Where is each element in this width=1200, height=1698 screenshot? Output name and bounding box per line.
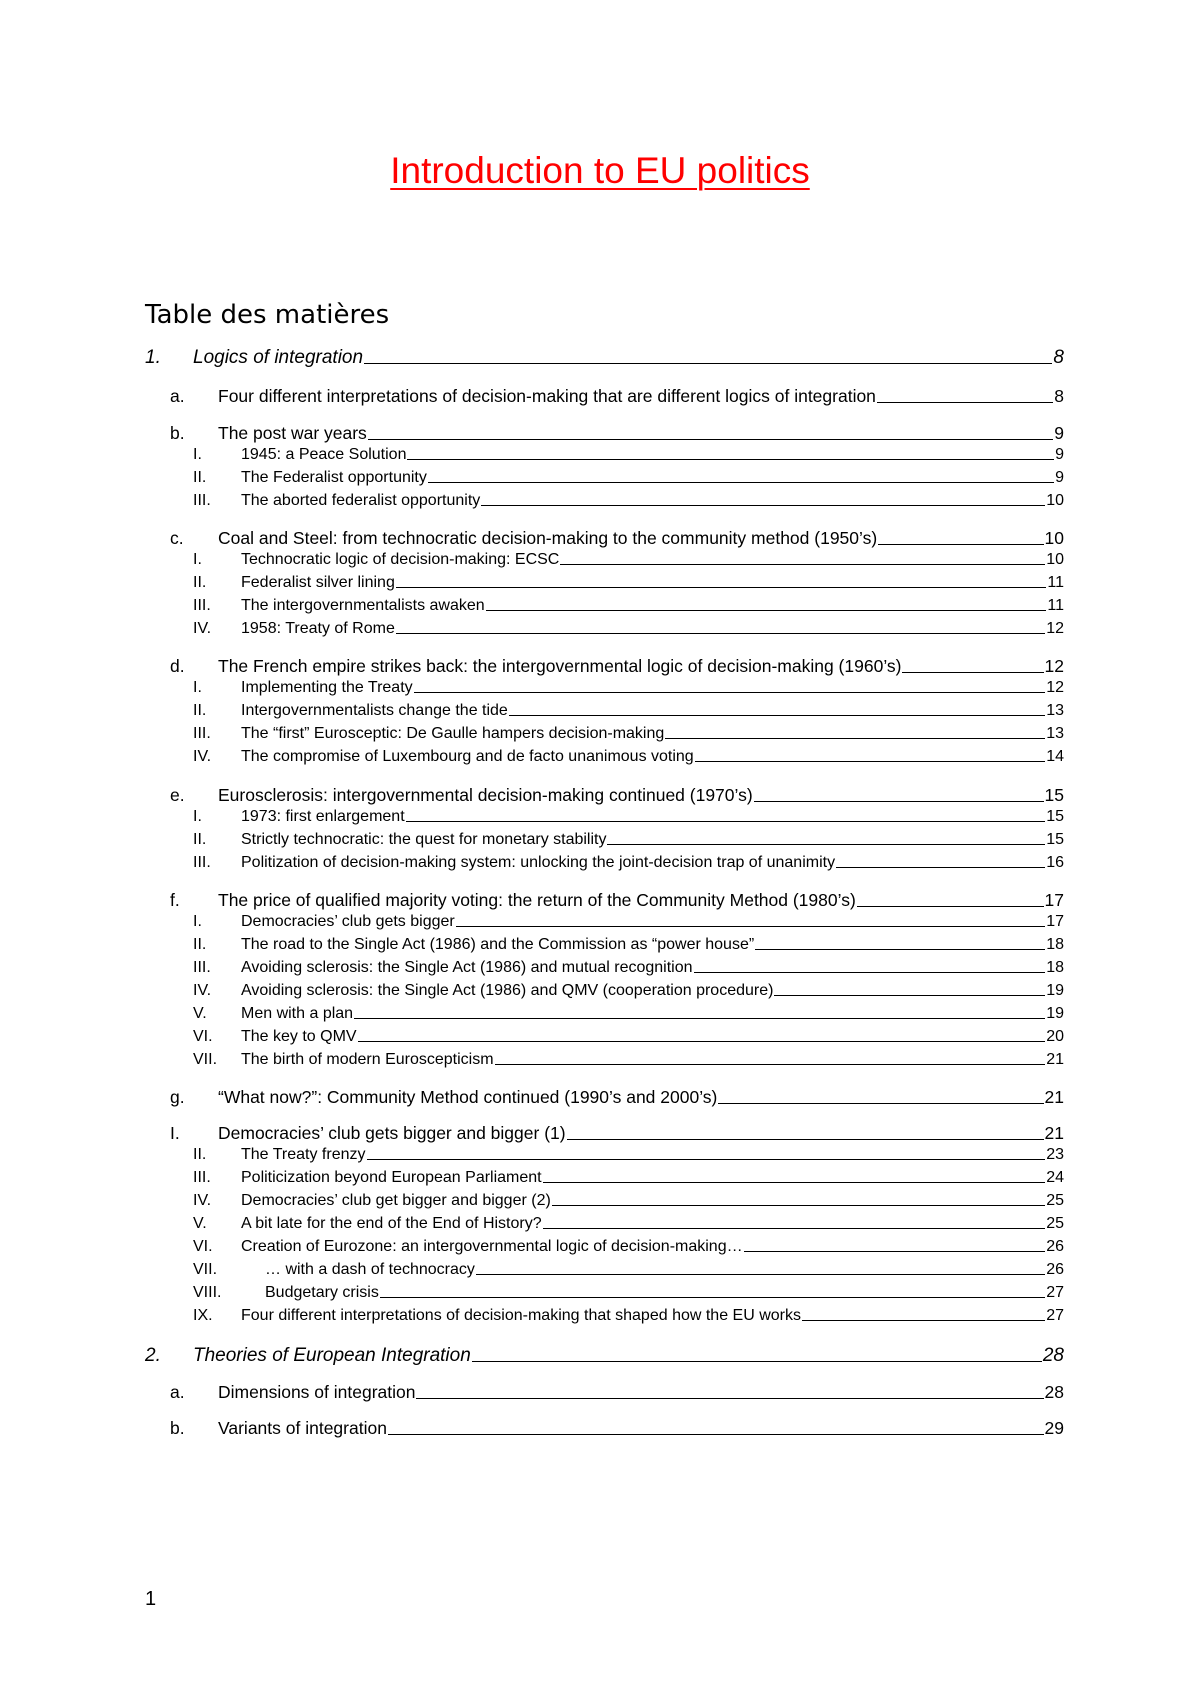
toc-entry-page: 25 <box>1046 1215 1064 1232</box>
toc-leader-line <box>567 1139 1044 1140</box>
toc-entry[interactable] <box>193 1192 1064 1210</box>
toc-entry-page: 28 <box>1042 1345 1064 1366</box>
toc-entry-number: II. <box>193 469 207 486</box>
toc-entry[interactable] <box>145 347 1064 369</box>
toc-entry-title: Politization of decision-making system: unlocking the joint-decision trap of unanimity <box>241 854 836 871</box>
toc-entry-title: A bit late for the end of the End of History? <box>241 1215 542 1232</box>
toc-entry-number: I. <box>193 808 202 825</box>
toc-entry-number: c. <box>170 528 184 548</box>
toc-entry-title: The aborted federalist opportunity <box>241 492 481 509</box>
toc-entry-number: II. <box>193 1146 207 1163</box>
toc-entry-page: 24 <box>1046 1169 1064 1186</box>
toc-entry-title: Federalist silver lining <box>241 574 395 591</box>
toc-entry-page: 15 <box>1044 785 1064 805</box>
toc-entry-title: Democracies’ club gets bigger <box>241 913 455 930</box>
toc-entry-title: The French empire strikes back: the intergovernmental logic of decision-making (1960’s) <box>218 656 902 676</box>
toc-entry-title: Four different interpretations of decision-making that shaped how the EU works <box>241 1307 801 1324</box>
toc-entry[interactable] <box>193 1284 1064 1302</box>
toc-leader-line <box>396 587 1047 588</box>
toc-entry-page: 19 <box>1046 982 1064 999</box>
toc-entry-page: 26 <box>1046 1261 1064 1278</box>
toc-entry-number: IV. <box>193 1192 212 1209</box>
toc-entry[interactable] <box>193 913 1064 931</box>
toc-entry[interactable] <box>193 959 1064 977</box>
toc-entry[interactable] <box>193 574 1064 592</box>
toc-entry-page: 18 <box>1046 936 1064 953</box>
toc-leader-line <box>543 1228 1046 1229</box>
toc-entry-page: 9 <box>1054 423 1064 443</box>
toc-entry[interactable] <box>170 386 1064 407</box>
toc-entry-page: 9 <box>1055 469 1064 486</box>
toc-entry-title: Implementing the Treaty <box>241 679 413 696</box>
toc-entry-title: Eurosclerosis: intergovernmental decision-making continued (1970’s) <box>218 785 753 805</box>
toc-leader-line <box>486 610 1047 611</box>
toc-entry[interactable] <box>193 679 1064 697</box>
toc-entry[interactable] <box>170 1382 1064 1403</box>
toc-entry-number: 1. <box>145 347 161 368</box>
toc-entry[interactable] <box>193 1238 1064 1256</box>
toc-leader-line <box>509 715 1045 716</box>
toc-entry-number: 2. <box>145 1345 161 1366</box>
toc-leader-line <box>481 505 1045 506</box>
toc-entry-page: 15 <box>1046 808 1064 825</box>
document-title: Introduction to EU politics <box>390 150 810 191</box>
toc-leader-line <box>694 972 1046 973</box>
toc-leader-line <box>878 544 1043 545</box>
toc-entry-title: The birth of modern Euroscepticism <box>241 1051 494 1068</box>
toc-entry-number: III. <box>193 959 211 976</box>
toc-leader-line <box>388 1434 1044 1435</box>
toc-entry-page: 23 <box>1046 1146 1064 1163</box>
toc-entry-page: 8 <box>1054 386 1064 406</box>
toc-entry-number: IV. <box>193 748 212 765</box>
toc-entry-title: The Federalist opportunity <box>241 469 427 486</box>
toc-leader-line <box>416 1398 1043 1399</box>
toc-entry-number: III. <box>193 854 211 871</box>
toc-entry[interactable] <box>145 1345 1064 1367</box>
toc-entry-number: VII. <box>193 1261 218 1278</box>
toc-entry-page: 17 <box>1044 890 1064 910</box>
toc-entry-number: d. <box>170 656 185 676</box>
toc-entry-title: 1973: first enlargement <box>241 808 405 825</box>
toc-heading: Table des matières <box>145 300 390 330</box>
toc-entry[interactable] <box>193 1005 1064 1023</box>
toc-entry-number: I. <box>193 446 202 463</box>
toc-entry-page: 25 <box>1046 1192 1064 1209</box>
toc-entry-number: II. <box>193 831 207 848</box>
toc-entry[interactable] <box>193 725 1064 743</box>
toc-entry-title: 1945: a Peace Solution <box>241 446 407 463</box>
toc-leader-line <box>857 906 1044 907</box>
toc-entry-number: VI. <box>193 1238 213 1255</box>
toc-entry-number: I. <box>193 551 202 568</box>
toc-entry[interactable] <box>193 1028 1064 1046</box>
toc-leader-line <box>364 363 1052 364</box>
toc-entry[interactable] <box>170 528 1064 549</box>
toc-leader-line <box>802 1320 1045 1321</box>
toc-leader-line <box>476 1274 1045 1275</box>
toc-entry-title: The intergovernmentalists awaken <box>241 597 485 614</box>
toc-leader-line <box>414 692 1046 693</box>
toc-entry-page: 21 <box>1044 1123 1064 1143</box>
toc-entry-title: The price of qualified majority voting: the return of the Community Method (1980’s) <box>218 890 856 910</box>
toc-leader-line <box>718 1103 1043 1104</box>
toc-entry-number: III. <box>193 1169 211 1186</box>
toc-entry-page: 10 <box>1044 528 1064 548</box>
toc-entry-page: 21 <box>1046 1051 1064 1068</box>
toc-entry-title: Creation of Eurozone: an intergovernmental logic of decision-making… <box>241 1238 743 1255</box>
toc-leader-line <box>744 1251 1046 1252</box>
toc-entry-page: 27 <box>1046 1284 1064 1301</box>
toc-entry-page: 10 <box>1046 492 1064 509</box>
toc-entry-page: 12 <box>1046 620 1064 637</box>
toc-entry-number: I. <box>170 1123 180 1143</box>
toc-leader-line <box>754 801 1044 802</box>
toc-entry-page: 13 <box>1046 725 1064 742</box>
toc-entry-number: III. <box>193 597 211 614</box>
toc-entry[interactable] <box>170 423 1064 444</box>
toc-entry[interactable] <box>193 936 1064 954</box>
toc-entry[interactable] <box>193 1051 1064 1069</box>
toc-entry-number: IX. <box>193 1307 213 1324</box>
toc-leader-line <box>607 844 1045 845</box>
toc-leader-line <box>877 402 1053 403</box>
toc-entry-number: II. <box>193 936 207 953</box>
toc-entry-number: b. <box>170 1418 185 1438</box>
toc-entry-page: 27 <box>1046 1307 1064 1324</box>
toc-entry-page: 17 <box>1046 913 1064 930</box>
toc-entry-title: Avoiding sclerosis: the Single Act (1986) and QMV (cooperation procedure) <box>241 982 774 999</box>
toc-entry-title: Technocratic logic of decision-making: ECSC <box>241 551 560 568</box>
toc-entry[interactable] <box>170 1123 1064 1144</box>
toc-entry[interactable] <box>170 1418 1064 1439</box>
toc-entry-title: “What now?”: Community Method continued (1990’s and 2000’s) <box>218 1087 718 1107</box>
toc-entry[interactable] <box>193 1261 1064 1279</box>
toc-entry[interactable] <box>193 831 1064 849</box>
toc-entry-number: VIII. <box>193 1284 222 1301</box>
toc-entry-number: VII. <box>193 1051 218 1068</box>
toc-entry-page: 26 <box>1046 1238 1064 1255</box>
toc-leader-line <box>836 867 1045 868</box>
toc-entry-title: The Treaty frenzy <box>241 1146 366 1163</box>
toc-entry[interactable] <box>193 446 1064 464</box>
toc-leader-line <box>367 1159 1046 1160</box>
toc-leader-line <box>406 821 1046 822</box>
toc-entry-title: The post war years <box>218 423 367 443</box>
toc-entry-number: V. <box>193 1215 207 1232</box>
toc-entry[interactable] <box>193 620 1064 638</box>
toc-leader-line <box>368 439 1053 440</box>
toc-entry-title: Dimensions of integration <box>218 1382 416 1402</box>
toc-entry-page: 8 <box>1053 347 1064 368</box>
toc-entry-page: 28 <box>1044 1382 1064 1402</box>
toc-leader-line <box>495 1064 1046 1065</box>
toc-entry-title: Men with a plan <box>241 1005 354 1022</box>
toc-entry[interactable] <box>170 890 1064 911</box>
toc-entry[interactable] <box>193 551 1064 569</box>
toc-entry-title: The compromise of Luxembourg and de facto unanimous voting <box>241 748 694 765</box>
toc-entry[interactable] <box>170 1087 1064 1108</box>
toc-entry-number: IV. <box>193 620 212 637</box>
toc-entry-number: I. <box>193 679 202 696</box>
toc-leader-line <box>472 1361 1042 1362</box>
toc-entry-page: 18 <box>1046 959 1064 976</box>
toc-entry-page: 11 <box>1047 574 1064 591</box>
toc-leader-line <box>774 995 1045 996</box>
toc-entry-title: … with a dash of technocracy <box>265 1261 475 1278</box>
toc-entry-page: 10 <box>1046 551 1064 568</box>
toc-entry-number: f. <box>170 890 180 910</box>
toc-entry-number: e. <box>170 785 185 805</box>
toc-entry-number: III. <box>193 492 211 509</box>
toc-entry-number: a. <box>170 1382 185 1402</box>
toc-entry-title: Politicization beyond European Parliament <box>241 1169 542 1186</box>
toc-leader-line <box>755 949 1045 950</box>
toc-entry-page: 11 <box>1047 597 1064 614</box>
toc-entry-title: 1958: Treaty of Rome <box>241 620 395 637</box>
toc-entry-number: VI. <box>193 1028 213 1045</box>
toc-entry-page: 14 <box>1046 748 1064 765</box>
toc-entry[interactable] <box>193 1146 1064 1164</box>
toc-entry-title: Budgetary crisis <box>265 1284 379 1301</box>
toc-entry[interactable] <box>193 469 1064 487</box>
toc-leader-line <box>396 633 1045 634</box>
toc-entry-number: I. <box>193 913 202 930</box>
toc-entry[interactable] <box>193 748 1064 766</box>
toc-entry-title: Strictly technocratic: the quest for monetary stability <box>241 831 607 848</box>
toc-entry-page: 13 <box>1046 702 1064 719</box>
toc-entry-number: V. <box>193 1005 207 1022</box>
toc-entry-page: 29 <box>1044 1418 1064 1438</box>
toc-entry-title: Theories of European Integration <box>193 1345 471 1366</box>
toc-entry-number: g. <box>170 1087 185 1107</box>
toc-entry-title: The “first” Eurosceptic: De Gaulle hampers decision-making <box>241 725 665 742</box>
toc-entry-title: Intergovernmentalists change the tide <box>241 702 508 719</box>
toc-entry-number: III. <box>193 725 211 742</box>
toc-entry[interactable] <box>193 1169 1064 1187</box>
toc-entry[interactable] <box>170 656 1064 677</box>
toc-leader-line <box>552 1205 1045 1206</box>
toc-entry[interactable] <box>193 597 1064 615</box>
toc-entry-title: Avoiding sclerosis: the Single Act (1986) and mutual recognition <box>241 959 693 976</box>
toc-entry-title: Four different interpretations of decision-making that are different logics of integration <box>218 386 876 406</box>
toc-entry-page: 16 <box>1046 854 1064 871</box>
toc-entry[interactable] <box>193 808 1064 826</box>
page-number: 1 <box>145 1588 157 1610</box>
toc-leader-line <box>560 564 1045 565</box>
toc-leader-line <box>358 1041 1046 1042</box>
toc-leader-line <box>428 482 1054 483</box>
toc-leader-line <box>380 1297 1045 1298</box>
toc-entry[interactable] <box>193 1215 1064 1233</box>
toc-entry-number: a. <box>170 386 185 406</box>
toc-entry-number: b. <box>170 423 185 443</box>
toc-leader-line <box>665 738 1045 739</box>
toc-entry-title: Democracies’ club gets bigger and bigger (1) <box>218 1123 566 1143</box>
toc-entry[interactable] <box>193 702 1064 720</box>
toc-entry[interactable] <box>193 854 1064 872</box>
toc-leader-line <box>902 672 1043 673</box>
toc-entry[interactable] <box>193 1307 1064 1325</box>
toc-entry-number: II. <box>193 574 207 591</box>
toc-entry-page: 9 <box>1055 446 1064 463</box>
toc-leader-line <box>456 926 1045 927</box>
toc-entry-number: II. <box>193 702 207 719</box>
toc-entry-page: 19 <box>1046 1005 1064 1022</box>
toc-leader-line <box>354 1018 1045 1019</box>
toc-entry[interactable] <box>170 785 1064 806</box>
toc-entry-page: 21 <box>1044 1087 1064 1107</box>
toc-entry-title: Democracies’ club get bigger and bigger (2) <box>241 1192 551 1209</box>
toc-entry-page: 12 <box>1044 656 1064 676</box>
toc-leader-line <box>695 761 1046 762</box>
toc-entry-title: The road to the Single Act (1986) and the Commission as “power house” <box>241 936 755 953</box>
toc-entry-title: Coal and Steel: from technocratic decision-making to the community method (1950’s) <box>218 528 878 548</box>
toc-entry-title: Variants of integration <box>218 1418 387 1438</box>
toc-entry-title: The key to QMV <box>241 1028 357 1045</box>
toc-entry-number: IV. <box>193 982 212 999</box>
toc-entry-title: Logics of integration <box>193 347 364 368</box>
toc-entry-page: 12 <box>1046 679 1064 696</box>
toc-entry[interactable] <box>193 982 1064 1000</box>
toc-leader-line <box>543 1182 1046 1183</box>
toc-entry[interactable] <box>193 492 1064 510</box>
toc-entry-page: 20 <box>1046 1028 1064 1045</box>
toc-entry-page: 15 <box>1046 831 1064 848</box>
toc-leader-line <box>407 459 1054 460</box>
